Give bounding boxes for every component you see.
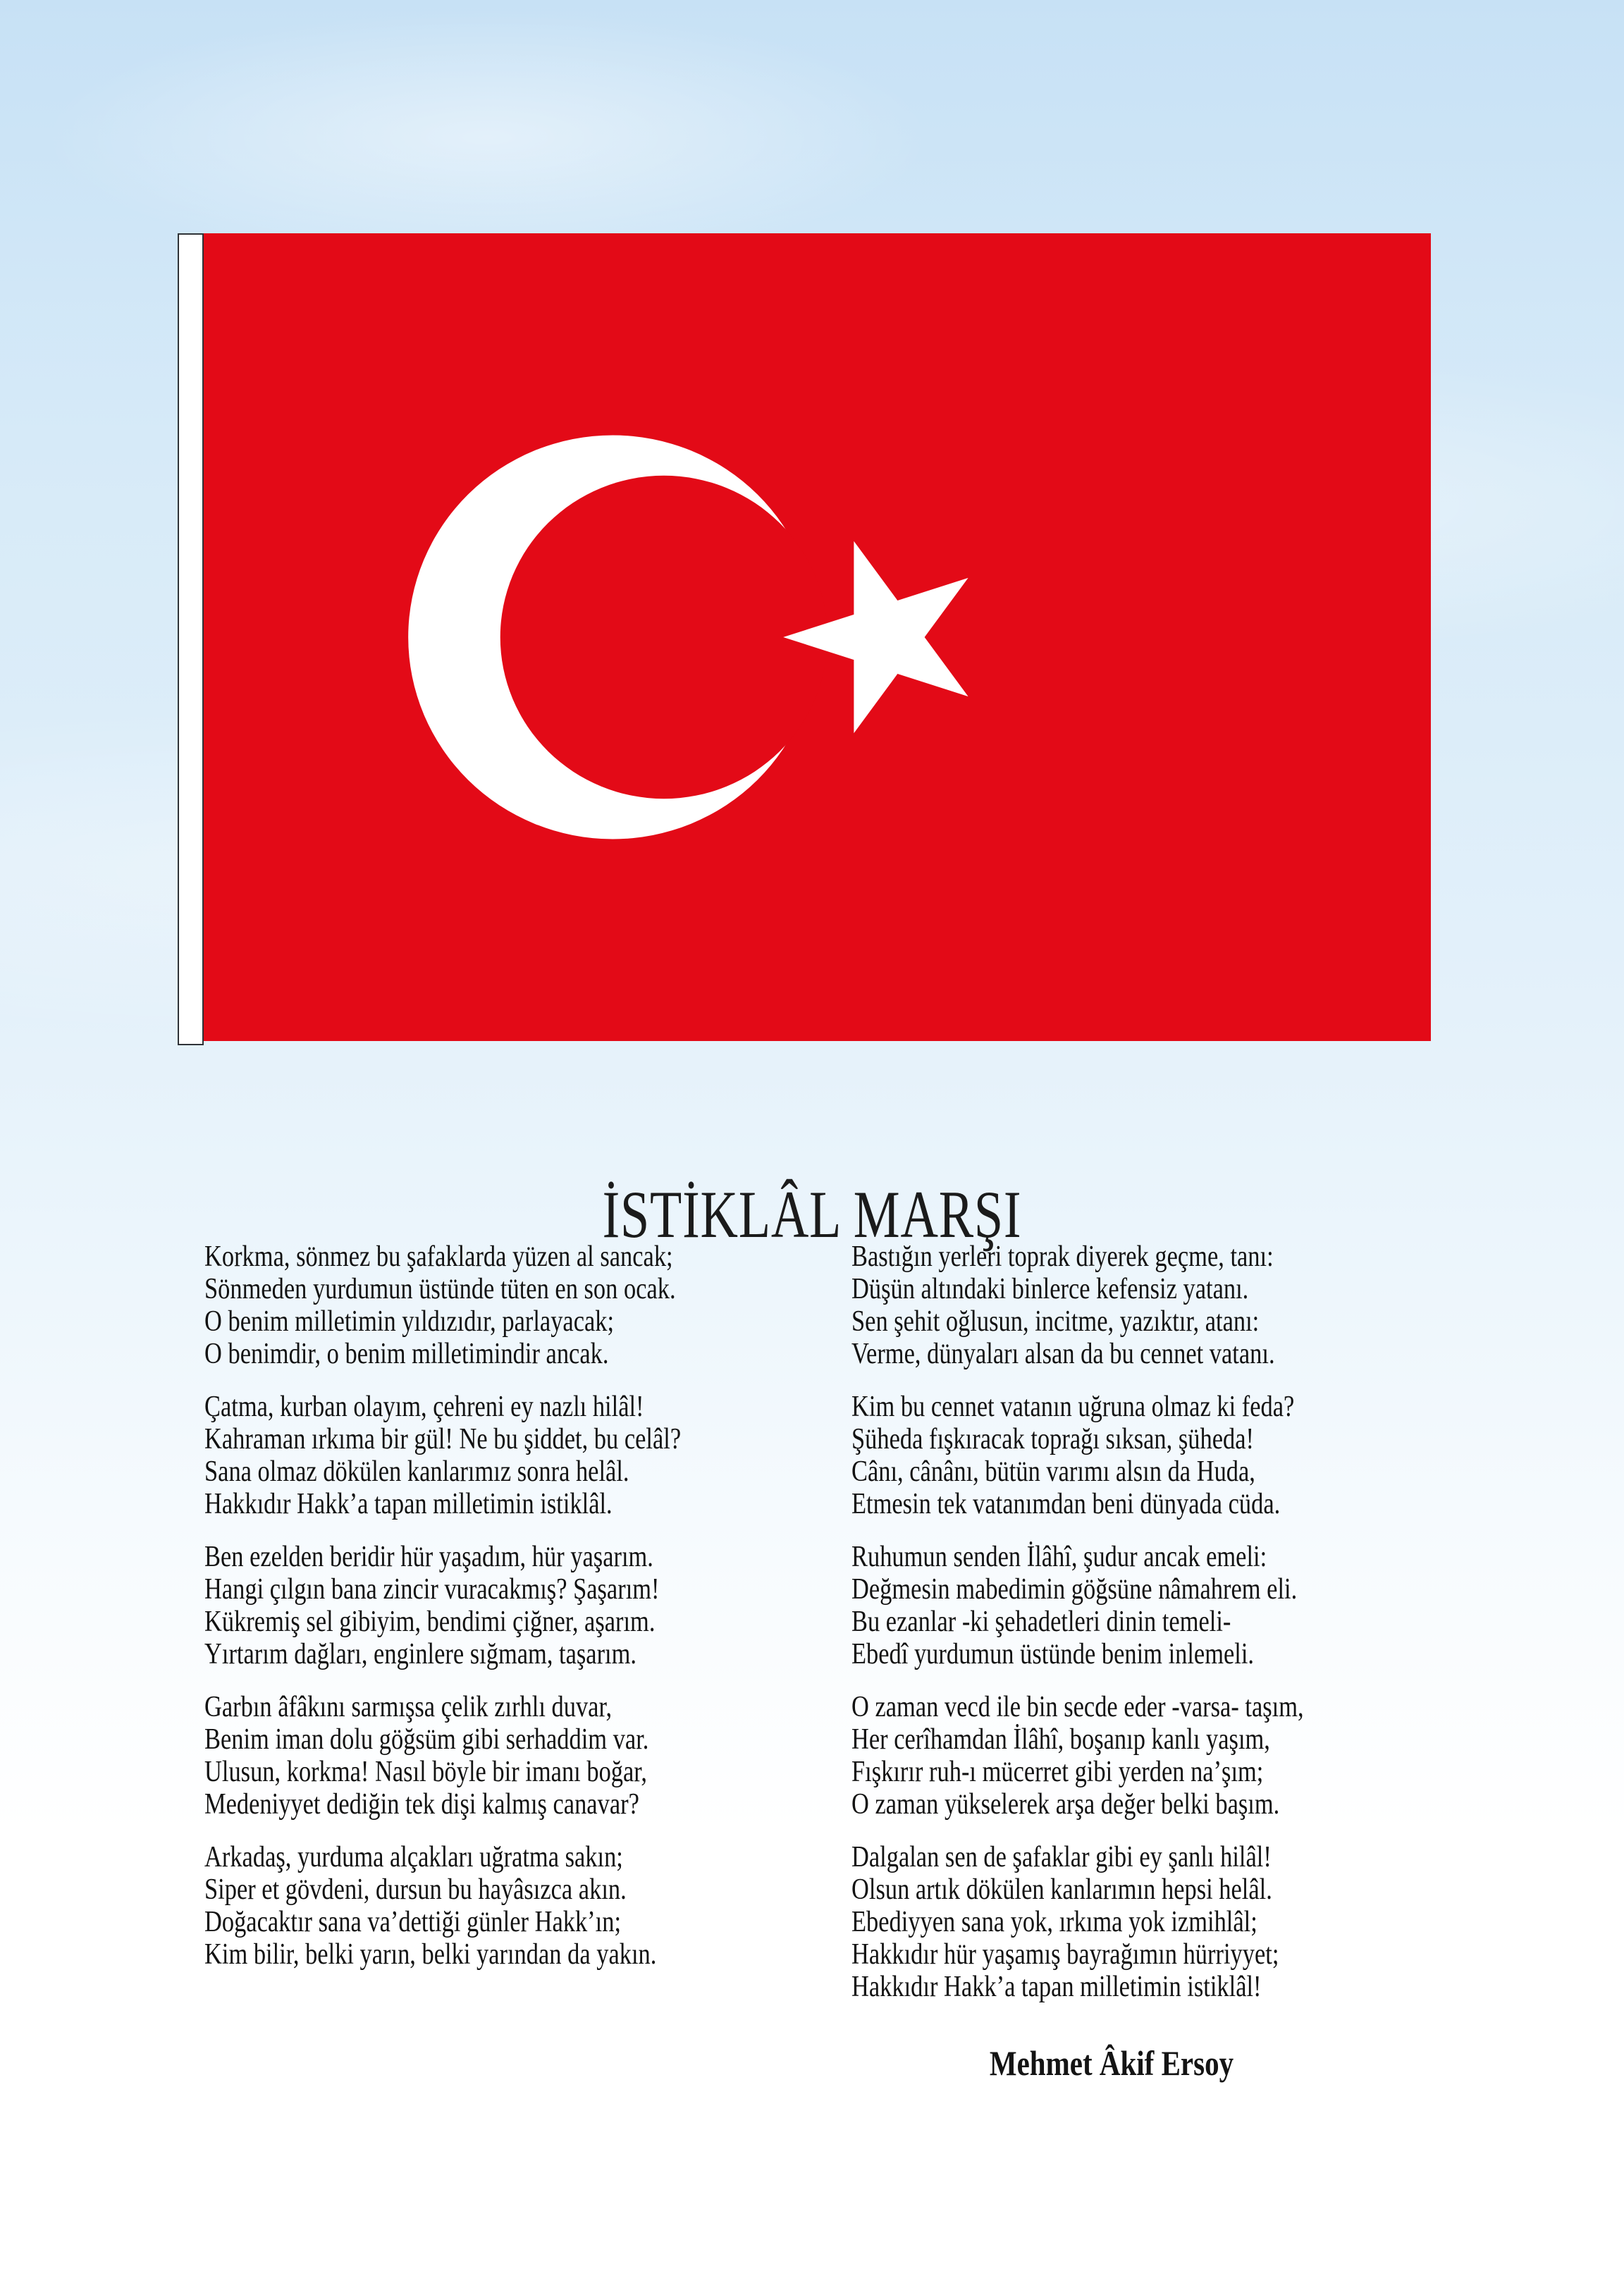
stanza <box>204 1241 782 1370</box>
flag-hoist-strip <box>178 233 204 1045</box>
stanza <box>851 1391 1429 1520</box>
poem-line: Düşün altındaki binlerce kefensiz yatanı. <box>851 1273 1249 1305</box>
poem-line: O zaman yükselerek arşa değer belki başım. <box>851 1788 1280 1821</box>
poem-line: Yırtarım dağları, enginlere sığmam, taşarım. <box>204 1638 637 1670</box>
stanza <box>204 1391 782 1520</box>
poem-line: Ben ezelden beridir hür yaşadım, hür yaşarım. <box>204 1541 653 1573</box>
poem-line: Sana olmaz dökülen kanlarımız sonra helâl. <box>204 1455 629 1488</box>
stanza <box>204 1841 782 1971</box>
poem-line: Ebediyyen sana yok, ırkıma yok izmihlâl; <box>851 1906 1257 1938</box>
stanza <box>851 1841 1429 2003</box>
poem-line: Değmesin mabedimin göğsüne nâmahrem eli. <box>851 1573 1298 1606</box>
poem-line: Bastığın yerleri toprak diyerek geçme, tanı: <box>851 1241 1274 1273</box>
poem-column-left <box>204 1241 782 1991</box>
crescent-cutout <box>500 476 828 799</box>
poem-line: Her cerîhamdan İlâhî, boşanıp kanlı yaşım, <box>851 1723 1270 1756</box>
poem-line: Ruhumun senden İlâhî, şudur ancak emeli: <box>851 1541 1267 1573</box>
poem-line: Benim iman dolu göğsüm gibi serhaddim var. <box>204 1723 649 1756</box>
poem-column-right <box>851 1241 1429 2024</box>
poem-line: Kim bilir, belki yarın, belki yarından da yakın. <box>204 1938 657 1971</box>
poem-line: O benim milletimin yıldızıdır, parlayacak; <box>204 1305 615 1338</box>
stanza <box>851 1691 1429 1821</box>
poem-line: Hangi çılgın bana zincir vuracakmış? Şaşarım! <box>204 1573 660 1606</box>
poem-line: Şüheda fışkıracak toprağı sıksan, şüheda! <box>851 1423 1254 1455</box>
poem-line: Medeniyyet dediğin tek dişi kalmış canavar? <box>204 1788 639 1821</box>
poem-line: Hakkıdır hür yaşamış bayrağımın hürriyyet; <box>851 1938 1279 1971</box>
poem-line: Kahraman ırkıma bir gül! Ne bu şiddet, bu celâl? <box>204 1423 682 1455</box>
poem-line: Siper et gövdeni, dursun bu hayâsızca akın. <box>204 1873 627 1906</box>
poem-line: Kim bu cennet vatanın uğruna olmaz ki feda? <box>851 1391 1295 1423</box>
author-signature: Mehmet Âkif Ersoy <box>989 2043 1234 2083</box>
page-title: İSTİKLÂL MARŞI <box>602 1177 1022 1252</box>
poem-line: Cânı, cânânı, bütün varımı alsın da Huda, <box>851 1455 1255 1488</box>
poem-line: O zaman vecd ile bin secde eder -varsa- taşım, <box>851 1691 1304 1723</box>
poem-line: Verme, dünyaları alsan da bu cennet vatanı. <box>851 1338 1275 1370</box>
poem-line: Olsun artık dökülen kanlarımın hepsi helâl. <box>851 1873 1272 1906</box>
poem-line: Korkma, sönmez bu şafaklarda yüzen al sancak; <box>204 1241 673 1273</box>
poem-line: Sen şehit oğlusun, incitme, yazıktır, atanı: <box>851 1305 1260 1338</box>
poem-line: Ulusun, korkma! Nasıl böyle bir imanı boğar, <box>204 1756 647 1788</box>
poem-line: Bu ezanlar -ki şehadetleri dinin temeli- <box>851 1606 1231 1638</box>
stanza <box>851 1541 1429 1670</box>
poem-line: Garbın âfâkını sarmışsa çelik zırhlı duvar, <box>204 1691 613 1723</box>
stanza <box>204 1541 782 1670</box>
poem-line: Dalgalan sen de şafaklar gibi ey şanlı hilâl! <box>851 1841 1272 1873</box>
stanza <box>851 1241 1429 1370</box>
poem-line: Kükremiş sel gibiyim, bendimi çiğner, aşarım. <box>204 1606 656 1638</box>
poem-line: Çatma, kurban olayım, çehreni ey nazlı hilâl! <box>204 1391 644 1423</box>
poem-line: O benimdir, o benim milletimindir ancak. <box>204 1338 609 1370</box>
stanza <box>204 1691 782 1821</box>
poem-line: Hakkıdır Hakk’a tapan milletimin istiklâl. <box>204 1488 613 1520</box>
turkish-flag-image <box>204 233 1431 1041</box>
poem-line: Hakkıdır Hakk’a tapan milletimin istiklâl! <box>851 1971 1262 2003</box>
poem-line: Etmesin tek vatanımdan beni dünyada cüda. <box>851 1488 1281 1520</box>
poem-line: Ebedî yurdumun üstünde benim inlemeli. <box>851 1638 1255 1670</box>
poem-line: Fışkırır ruh-ı mücerret gibi yerden na’şım; <box>851 1756 1264 1788</box>
poem-line: Sönmeden yurdumun üstünde tüten en son ocak. <box>204 1273 676 1305</box>
poem-line: Arkadaş, yurduma alçakları uğratma sakın; <box>204 1841 623 1873</box>
poem-line: Doğacaktır sana va’dettiği günler Hakk’ın; <box>204 1906 622 1938</box>
turkish-flag <box>178 233 1431 1041</box>
